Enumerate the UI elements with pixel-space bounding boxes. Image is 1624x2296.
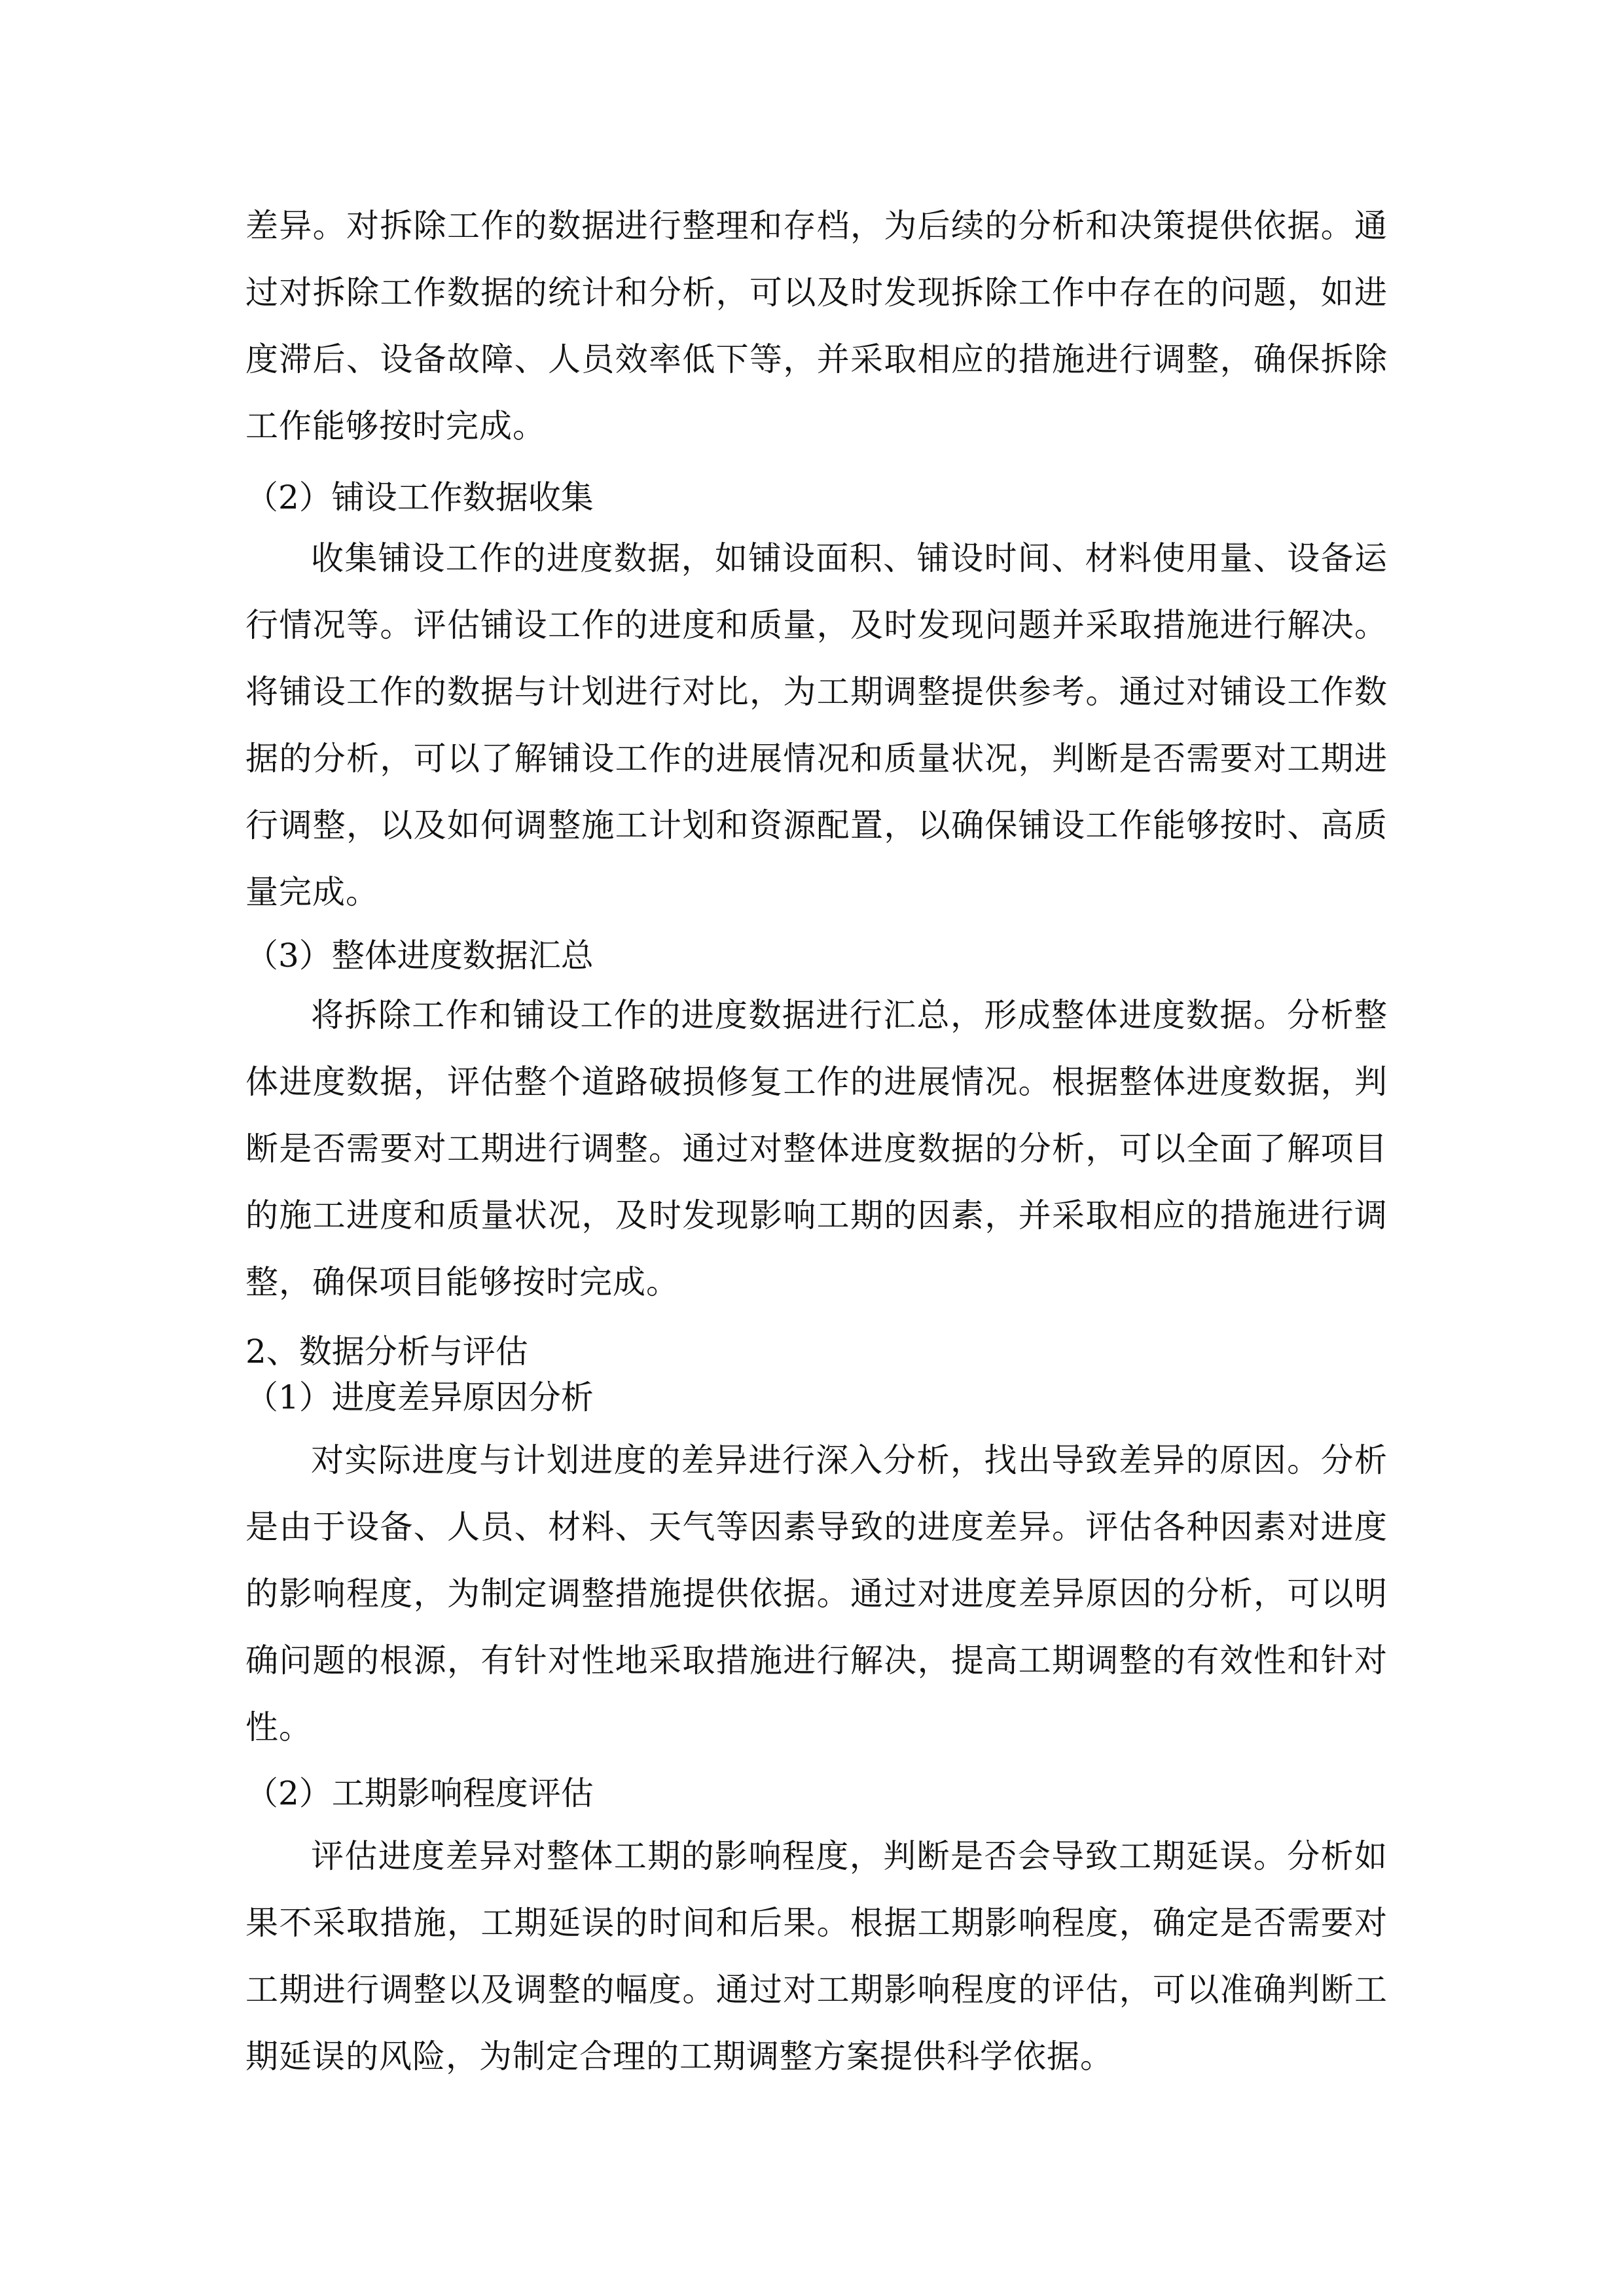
subheading-laying-data: （2）铺设工作数据收集	[245, 478, 594, 516]
paragraph-demolition-continuation: 差异。对拆除工作的数据进行整理和存档，为后续的分析和决策提供依据。通过对拆除工作数据的统计和分析，可以及时发现拆除工作中存在的问题，如进度滞后、设备故障、人员效率低下等，并采取相应的措施进行调整，确保拆除工作能够按时完成。	[245, 207, 1388, 445]
paragraph-laying-data: 收集铺设工作的进度数据，如铺设面积、铺设时间、材料使用量、设备运行情况等。评估铺设工作的进度和质量，及时发现问题并采取措施进行解决。将铺设工作的数据与计划进行对比，为工期调整提供参考。通过对铺设工作数据的分析，可以了解铺设工作的进展情况和质量状况，判断是否需要对工期进行调整，以及如何调整施工计划和资源配置，以确保铺设工作能够按时、高质量完成。	[245, 539, 1388, 911]
paragraph-variance-cause: 对实际进度与计划进度的差异进行深入分析，找出导致差异的原因。分析是由于设备、人员、材料、天气等因素导致的进度差异。评估各种因素对进度的影响程度，为制定调整措施提供依据。通过对进度差异原因的分析，可以明确问题的根源，有针对性地采取措施进行解决，提高工期调整的有效性和针对性。	[245, 1441, 1388, 1746]
section-heading-data-analysis: 2、数据分析与评估	[245, 1333, 528, 1371]
paragraph-overall-progress: 将拆除工作和铺设工作的进度数据进行汇总，形成整体进度数据。分析整体进度数据，评估整个道路破损修复工作的进展情况。根据整体进度数据，判断是否需要对工期进行调整。通过对整体进度数据的分析，可以全面了解项目的施工进度和质量状况，及时发现影响工期的因素，并采取相应的措施进行调整，确保项目能够按时完成。	[245, 996, 1388, 1301]
subheading-schedule-impact: （2）工期影响程度评估	[245, 1774, 594, 1812]
paragraph-schedule-impact: 评估进度差异对整体工期的影响程度，判断是否会导致工期延误。分析如果不采取措施，工期延误的时间和后果。根据工期影响程度，确定是否需要对工期进行调整以及调整的幅度。通过对工期影响程度的评估，可以准确判断工期延误的风险，为制定合理的工期调整方案提供科学依据。	[245, 1837, 1388, 2075]
subheading-overall-progress: （3）整体进度数据汇总	[245, 937, 594, 975]
subheading-variance-cause: （1）进度差异原因分析	[245, 1378, 594, 1416]
